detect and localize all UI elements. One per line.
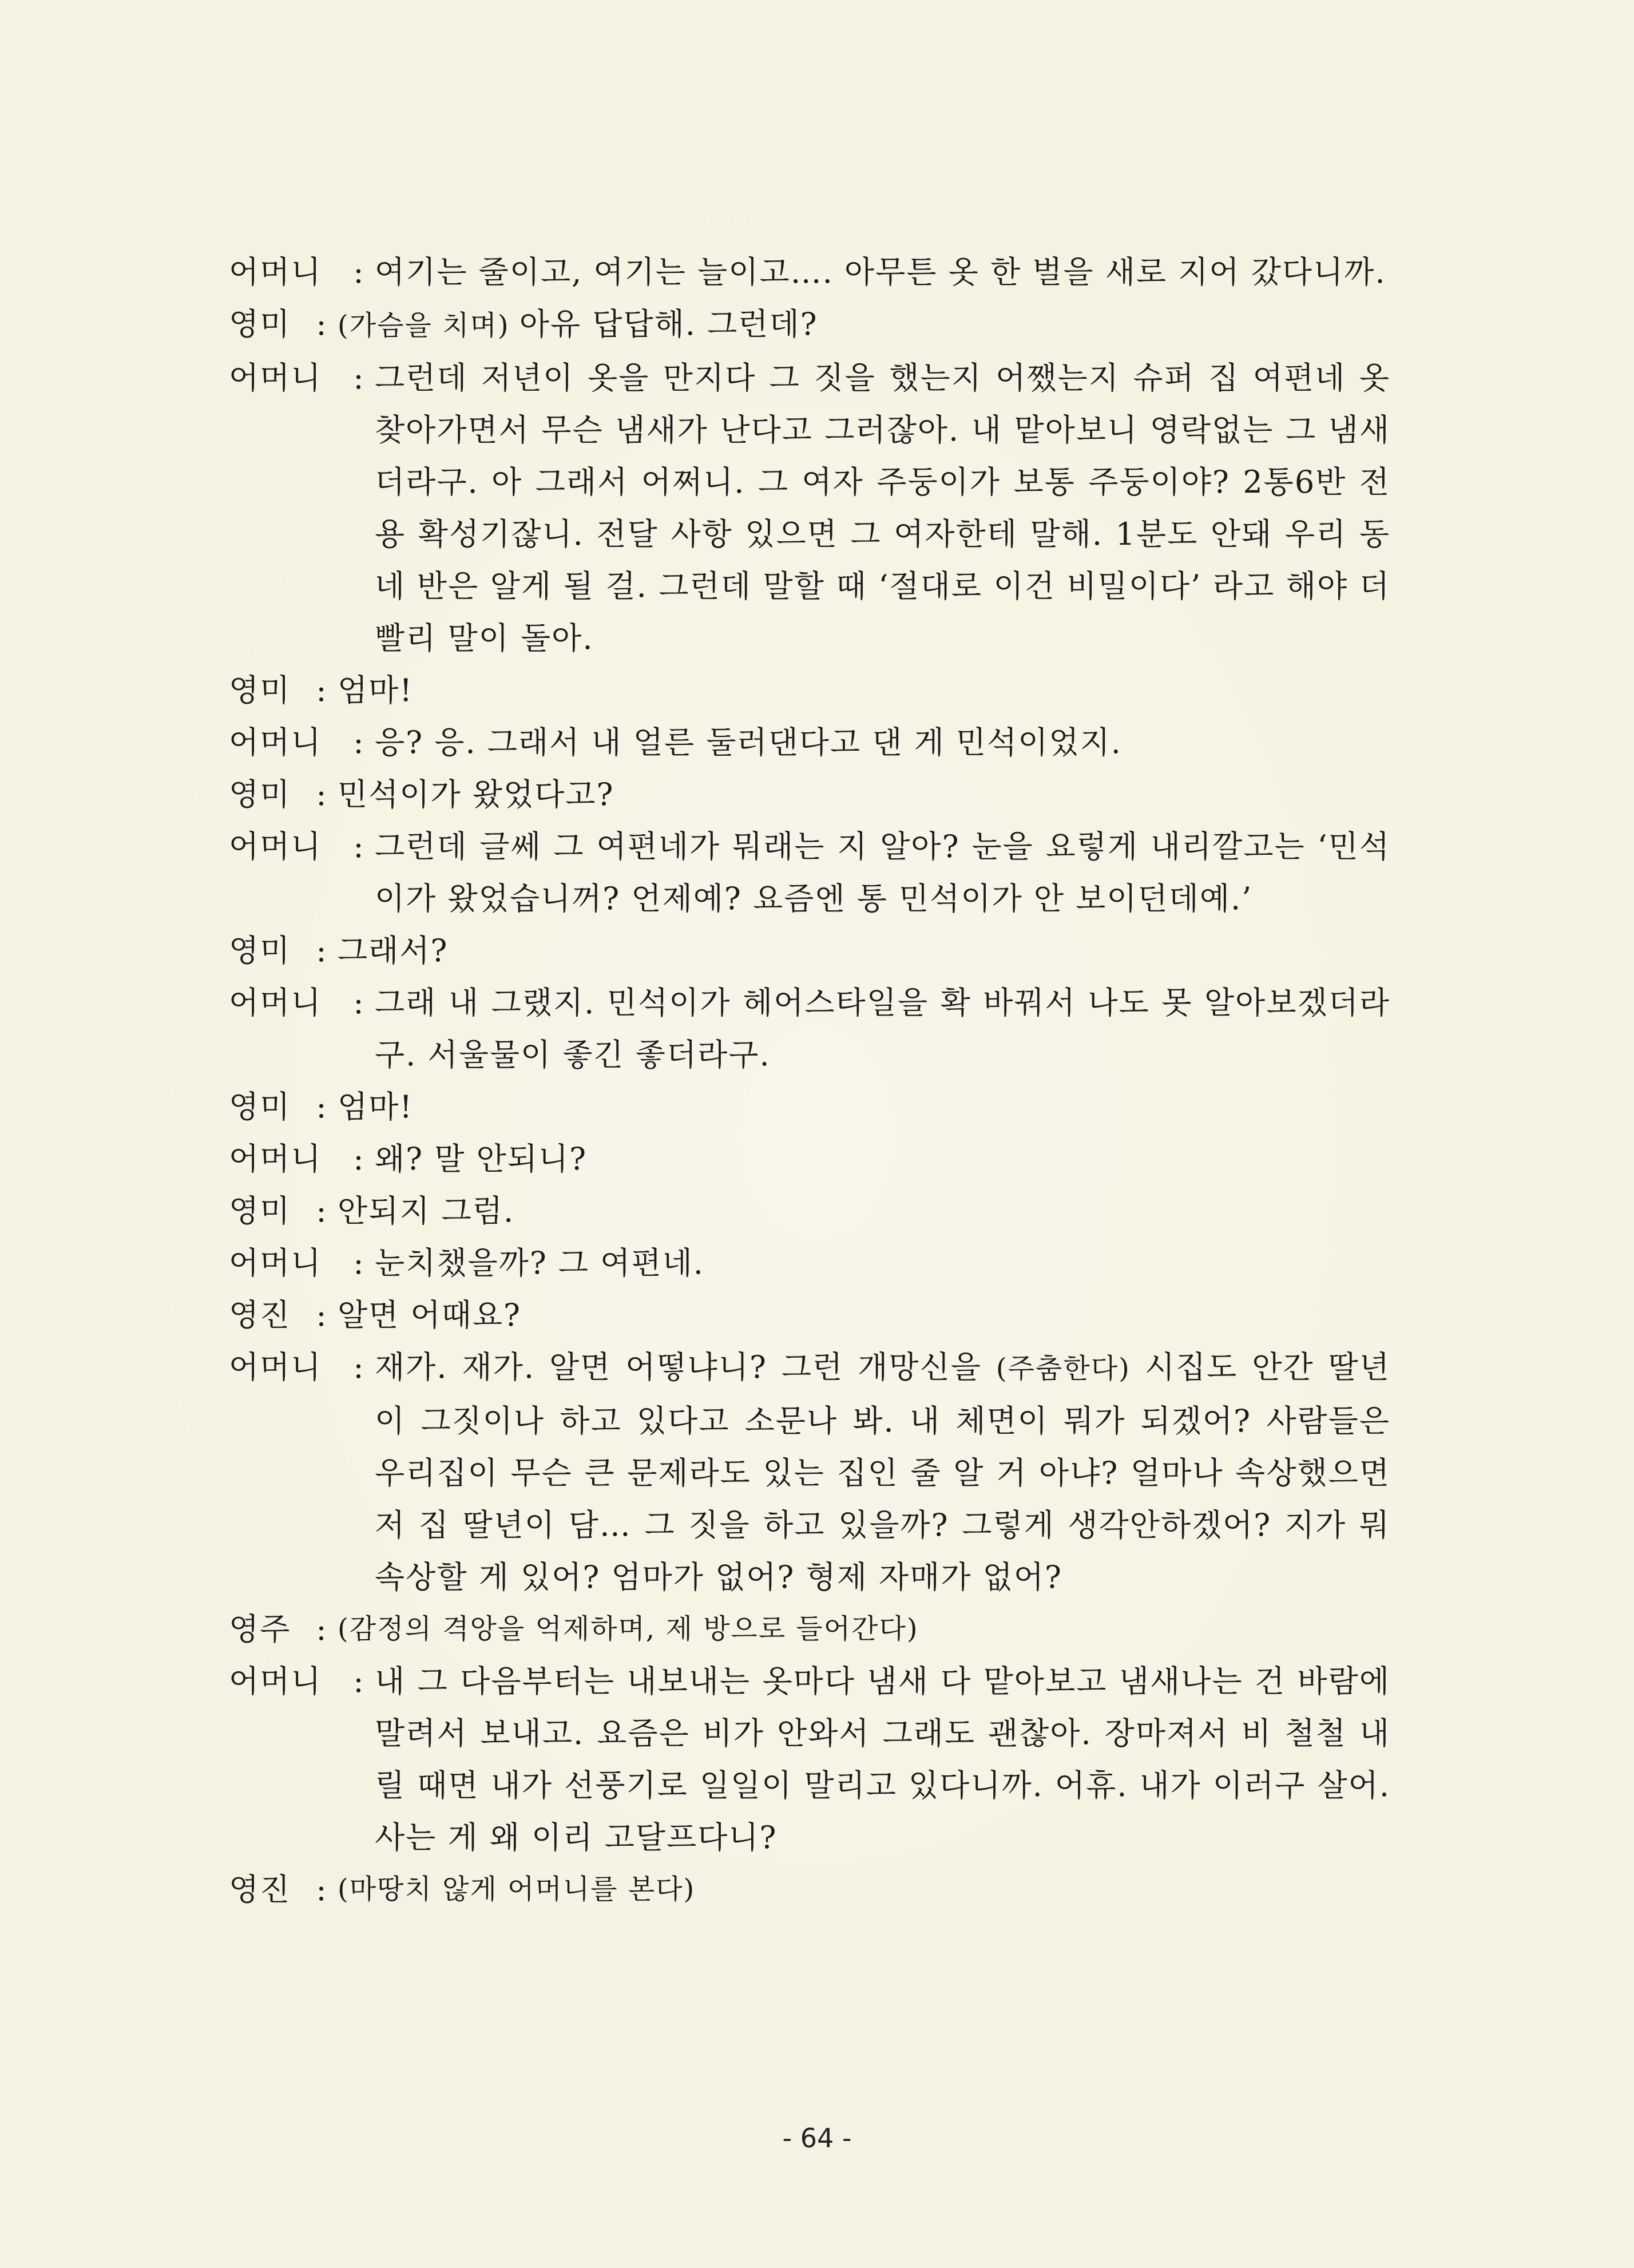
- speech-text: 응? 응. 그래서 내 얼른 둘러댄다고 댄 게 민석이었지.: [375, 724, 1122, 760]
- speaker-name: 영진: [229, 1297, 291, 1333]
- speaker-name: 영주: [229, 1611, 291, 1647]
- speaker-name: 어머니: [229, 254, 322, 290]
- speaker-name: 어머니: [229, 828, 322, 865]
- colon: :: [353, 1245, 365, 1281]
- speaker-name: 어머니: [229, 1245, 322, 1281]
- colon: :: [353, 1663, 365, 1699]
- dialogue-line: [229, 1289, 1390, 1341]
- speech-text: 알면 어때요?: [338, 1297, 521, 1333]
- colon: :: [316, 1297, 328, 1333]
- dialogue-line: [229, 352, 1390, 664]
- speech-text: 그래 내 그랬지. 민석이가 헤어스타일을 확 바꿔서 나도 못 알아보겠더라구. 서울물이 좋긴 좋더라구.: [375, 985, 1390, 1073]
- speaker-name: 영미: [229, 672, 291, 708]
- speech-text: 그래서?: [338, 933, 449, 969]
- colon: :: [316, 672, 328, 708]
- speaker-name: 영미: [229, 1089, 291, 1125]
- colon: :: [353, 1141, 365, 1177]
- stage-direction: (감정의 격앙을 억제하며, 제 방으로 들어간다): [338, 1613, 919, 1645]
- speech-segment: 시집도 안간 딸년이 그짓이나 하고 있다고 소문나 봐. 내 체면이 뭐가 되겠어? 사람들은 우리집이 무슨 큰 문제라도 있는 집인 줄 알 거 아냐? 얼마나 속상했으면 저 집 딸년이 담… 그 짓을 하고 있을까? 그렇게 생각안하겠어? 지가 뭐 속상할 게 있어? 엄마가 없어? 형제 자매가 없어?: [375, 1349, 1390, 1595]
- speaker-name: 어머니: [229, 1663, 322, 1699]
- speech-text: [338, 298, 1390, 352]
- colon: :: [316, 1193, 328, 1229]
- dialogue-line: [229, 1081, 1390, 1133]
- dialogue-line: [229, 716, 1390, 768]
- colon: :: [353, 724, 365, 760]
- speech-text: [375, 1341, 1390, 1603]
- speaker-name: 영진: [229, 1872, 291, 1908]
- speech-segment: 재가. 재가. 알면 어떻냐니? 그런 개망신을: [375, 1349, 996, 1385]
- dialogue-line: [229, 977, 1390, 1081]
- colon: :: [316, 933, 328, 969]
- speech-text: 눈치챘을까? 그 여편네.: [375, 1245, 704, 1281]
- colon: :: [316, 776, 328, 812]
- dialogue-line: [229, 820, 1390, 925]
- colon: :: [316, 1872, 328, 1908]
- dialogue-line: [229, 1863, 1390, 1916]
- script-body: [229, 246, 1390, 1916]
- colon: :: [353, 254, 365, 290]
- speech-text: 그런데 저년이 옷을 만지다 그 짓을 했는지 어쨌는지 슈퍼 집 여편네 옷 찾아가면서 무슨 냄새가 난다고 그러잖아. 내 맡아보니 영락없는 그 냄새더라구. 아 그래서 어쩌니. 그 여자 주둥이가 보통 주둥이야? 2통6반 전용 확성기잖니. 전달 사항 있으면 그 여자한테 말해. 1분도 안돼 우리 동네 반은 알게 될 걸. 그런데 말할 때 ‘절대로 이건 비밀이다’ 라고 해야 더 빨리 말이 돌아.: [375, 360, 1391, 656]
- dialogue-line: [229, 298, 1390, 352]
- dialogue-line: [229, 664, 1390, 716]
- speech-text: 엄마!: [338, 1089, 414, 1125]
- speech-text: 안되지 그럼.: [338, 1193, 515, 1229]
- speaker-name: 영미: [229, 776, 291, 812]
- colon: :: [353, 1349, 365, 1385]
- speaker-name: 영미: [229, 306, 291, 342]
- dialogue-line: [229, 1133, 1390, 1185]
- colon: :: [353, 360, 365, 396]
- colon: :: [353, 985, 365, 1021]
- colon: :: [353, 828, 365, 865]
- page-number: - 64 -: [782, 2123, 852, 2154]
- speaker-name: 어머니: [229, 724, 322, 760]
- speech-text: 왜? 말 안되니?: [375, 1141, 588, 1177]
- colon: :: [316, 1089, 328, 1125]
- speech-text: 엄마!: [338, 672, 414, 708]
- dialogue-line: [229, 1237, 1390, 1289]
- dialogue-line: [229, 1603, 1390, 1655]
- stage-direction: (주춤한다): [996, 1353, 1131, 1385]
- dialogue-line: [229, 925, 1390, 977]
- stage-direction: (마땅치 않게 어머니를 본다): [338, 1873, 696, 1905]
- speaker-name: 영미: [229, 933, 291, 969]
- speaker-name: 어머니: [229, 985, 322, 1021]
- speech-text: 내 그 다음부터는 내보내는 옷마다 냄새 다 맡아보고 냄새나는 건 바람에 말려서 보내고. 요즘은 비가 안와서 그래도 괜찮아. 장마져서 비 철철 내릴 때면 내가 선풍기로 일일이 말리고 있다니까. 어휴. 내가 이러구 살어. 사는 게 왜 이리 고달프다니?: [375, 1663, 1390, 1855]
- dialogue-line: [229, 768, 1390, 820]
- dialogue-line: [229, 1185, 1390, 1237]
- speech-text: 여기는 줄이고, 여기는 늘이고…. 아무튼 옷 한 벌을 새로 지어 갔다니까.: [375, 254, 1386, 290]
- speaker-name: 영미: [229, 1193, 291, 1229]
- speaker-name: 어머니: [229, 1141, 322, 1177]
- stage-direction: (가슴을 치며): [338, 310, 519, 342]
- dialogue-line: [229, 1341, 1390, 1603]
- colon: :: [316, 1611, 328, 1647]
- colon: :: [316, 306, 328, 342]
- dialogue-line: [229, 246, 1390, 298]
- speech-segment: 아유 답답해. 그런데?: [519, 306, 818, 342]
- speech-text: 민석이가 왔었다고?: [338, 776, 614, 812]
- speaker-name: 어머니: [229, 360, 322, 396]
- speaker-name: 어머니: [229, 1349, 322, 1385]
- dialogue-line: [229, 1655, 1390, 1863]
- speech-text: 그런데 글쎄 그 여편네가 뭐래는 지 알아? 눈을 요렇게 내리깔고는 ‘민석이가 왔었습니꺼? 언제예? 요즘엔 통 민석이가 안 보이던데예.’: [375, 828, 1390, 917]
